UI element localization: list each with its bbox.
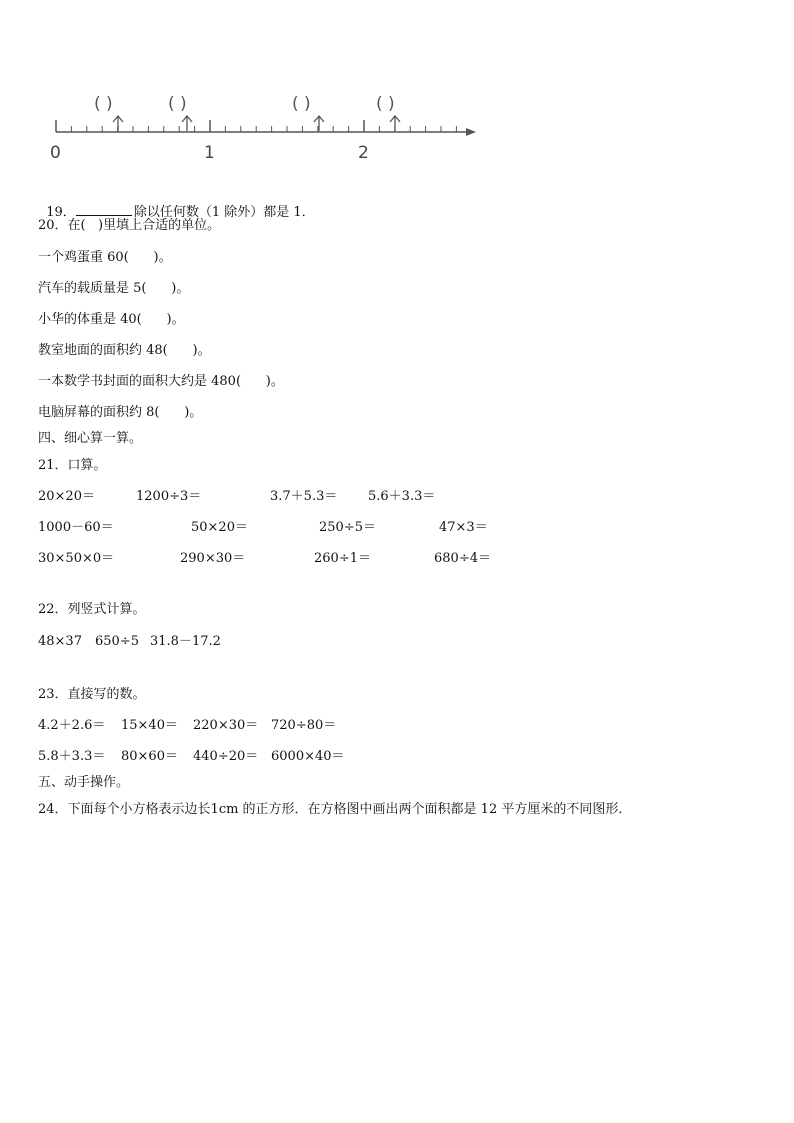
- calc-item: 6000×40＝: [271, 749, 345, 764]
- tick-label-1: 1: [204, 143, 215, 163]
- question-22-title: 22．列竖式计算。: [38, 602, 146, 617]
- calc-item: 220×30＝: [193, 718, 259, 733]
- paren-mark: ( ): [376, 94, 395, 114]
- calc-item: 20×20＝: [38, 489, 95, 504]
- tick-label-0: 0: [50, 143, 61, 163]
- vertical-calc-item: 48×37: [38, 634, 82, 649]
- calc-item: 680÷4＝: [434, 551, 491, 566]
- number-line-axis: [56, 128, 476, 136]
- q20-item: 一本数学书封面的面积大约是 480( )。: [38, 374, 284, 389]
- question-21-title: 21．口算。: [38, 458, 107, 473]
- calc-item: 1200÷3＝: [136, 489, 202, 504]
- question-23-title: 23．直接写的数。: [38, 687, 146, 702]
- question-number: 19．: [46, 205, 76, 220]
- calc-item: 80×60＝: [121, 749, 178, 764]
- calc-item: 4.2＋2.6＝: [38, 718, 106, 733]
- calc-item: 15×40＝: [121, 718, 178, 733]
- section-4-heading: 四、细心算一算。: [38, 431, 143, 446]
- q20-item: 电脑屏幕的面积约 8( )。: [38, 405, 203, 420]
- calc-item: 260÷1＝: [314, 551, 371, 566]
- calc-item: 30×50×0＝: [38, 551, 115, 566]
- vertical-calc-item: 31.8－17.2: [150, 634, 221, 649]
- calc-item: 50×20＝: [191, 520, 248, 535]
- paren-mark: ( ): [94, 94, 113, 114]
- calc-item: 440÷20＝: [193, 749, 259, 764]
- tick-label-2: 2: [358, 143, 369, 163]
- number-line-ticks: [56, 120, 456, 132]
- q20-item: 小华的体重是 40( )。: [38, 312, 185, 327]
- q20-item: 汽车的载质量是 5( )。: [38, 281, 190, 296]
- q20-item: 教室地面的面积约 48( )。: [38, 343, 211, 358]
- calc-item: 250÷5＝: [319, 520, 376, 535]
- number-line-figure: [0, 0, 794, 170]
- answer-blank[interactable]: [76, 203, 132, 216]
- calc-item: 3.7＋5.3＝: [270, 489, 338, 504]
- question-19: [38, 187, 315, 221]
- calc-item: 5.6＋3.3＝: [368, 489, 436, 504]
- vertical-calc-item: 650÷5: [95, 634, 139, 649]
- calc-item: 1000－60＝: [38, 520, 114, 535]
- paren-mark: ( ): [168, 94, 187, 114]
- q20-item: 一个鸡蛋重 60( )。: [38, 250, 172, 265]
- paren-mark: ( ): [292, 94, 311, 114]
- calc-item: 720÷80＝: [271, 718, 337, 733]
- section-5-heading: 五、动手操作。: [38, 775, 130, 790]
- calc-item: 47×3＝: [439, 520, 488, 535]
- question-20-title: 20．在( )里填上合适的单位。: [38, 218, 221, 233]
- calc-item: 290×30＝: [180, 551, 246, 566]
- question-text: 除以任何数（1 除外）都是 1．: [133, 205, 315, 220]
- calc-item: 5.8＋3.3＝: [38, 749, 106, 764]
- question-24: 24．下面每个小方格表示边长1cm 的正方形．在方格图中画出两个面积都是 12 平方厘米的不同图形．: [38, 802, 632, 817]
